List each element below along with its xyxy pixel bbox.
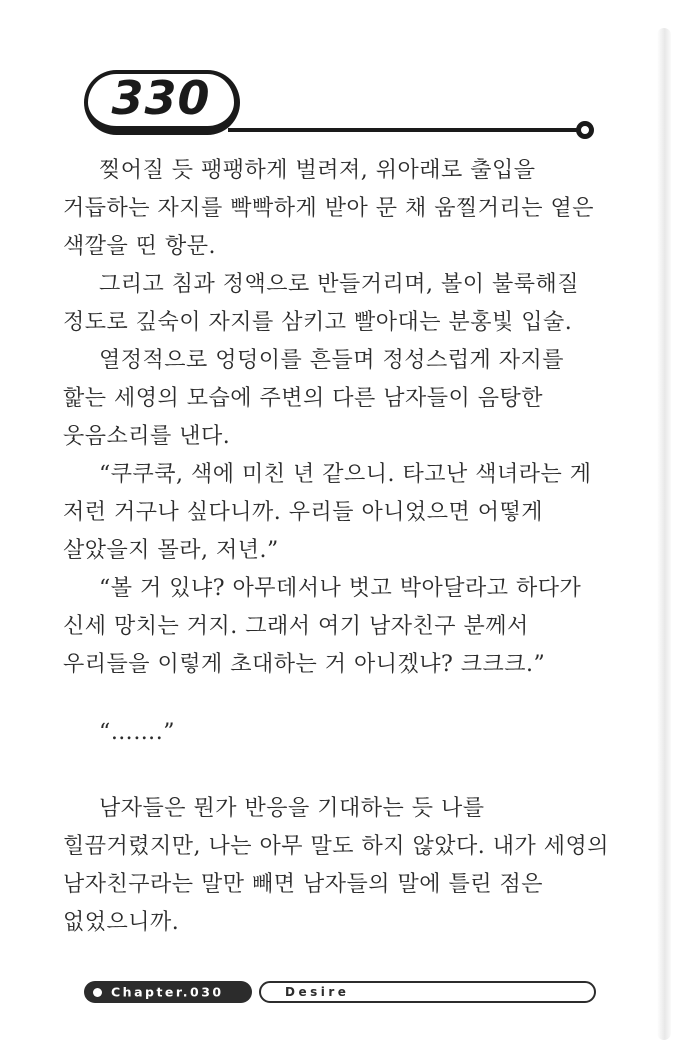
paragraph: 열정적으로 엉덩이를 흔들며 정성스럽게 자지를 핥는 세영의 모습에 주변의 다른 남자들이 음탕한 웃음소리를 낸다.	[63, 348, 565, 449]
page-footer	[0, 978, 673, 1008]
book-title-badge	[259, 981, 596, 1003]
page-header	[0, 0, 673, 150]
chapter-bullet-icon	[93, 988, 102, 997]
book-title-label: Desire	[285, 985, 350, 999]
body-text	[63, 152, 613, 942]
chapter-badge	[84, 981, 252, 1003]
page-edge-shadow	[657, 28, 671, 1040]
paragraph-ellipsis-quote: “…….”	[99, 720, 175, 745]
page-number: 330	[111, 71, 211, 125]
paragraph: 그리고 침과 정액으로 반들거리며, 볼이 불룩해질 정도로 깊숙이 자지를 삼키고 빨아대는 분홍빛 입술.	[63, 272, 580, 335]
paragraph: “볼 거 있냐? 아무데서나 벗고 박아달라고 하다가 신세 망치는 거지. 그래서 여기 남자친구 분께서 우리들을 이렇게 초대하는 거 아니겠냐? 크크크.”	[63, 576, 582, 677]
header-rule-end-dot-icon	[576, 121, 594, 139]
header-rule	[228, 128, 578, 132]
paragraph: “쿠쿠쿡, 색에 미친 년 같으니. 타고난 색녀라는 게 저런 거구나 싶다니까. 우리들 아니었으면 어떻게 살았을지 몰라, 저년.”	[63, 462, 592, 563]
paragraph: 찢어질 듯 팽팽하게 벌려져, 위아래로 출입을 거듭하는 자지를 빡빡하게 받아 문 채 움찔거리는 옅은 색깔을 띤 항문.	[63, 158, 594, 259]
page-number-badge	[84, 70, 240, 135]
chapter-label: Chapter.030	[111, 984, 224, 999]
paragraph: 남자들은 뭔가 반응을 기대하는 듯 나를 힐끔거렸지만, 나는 아무 말도 하지 않았다. 내가 세영의 남자친구라는 말만 빼면 남자들의 말에 틀린 점은 없었으니까.	[63, 796, 609, 935]
